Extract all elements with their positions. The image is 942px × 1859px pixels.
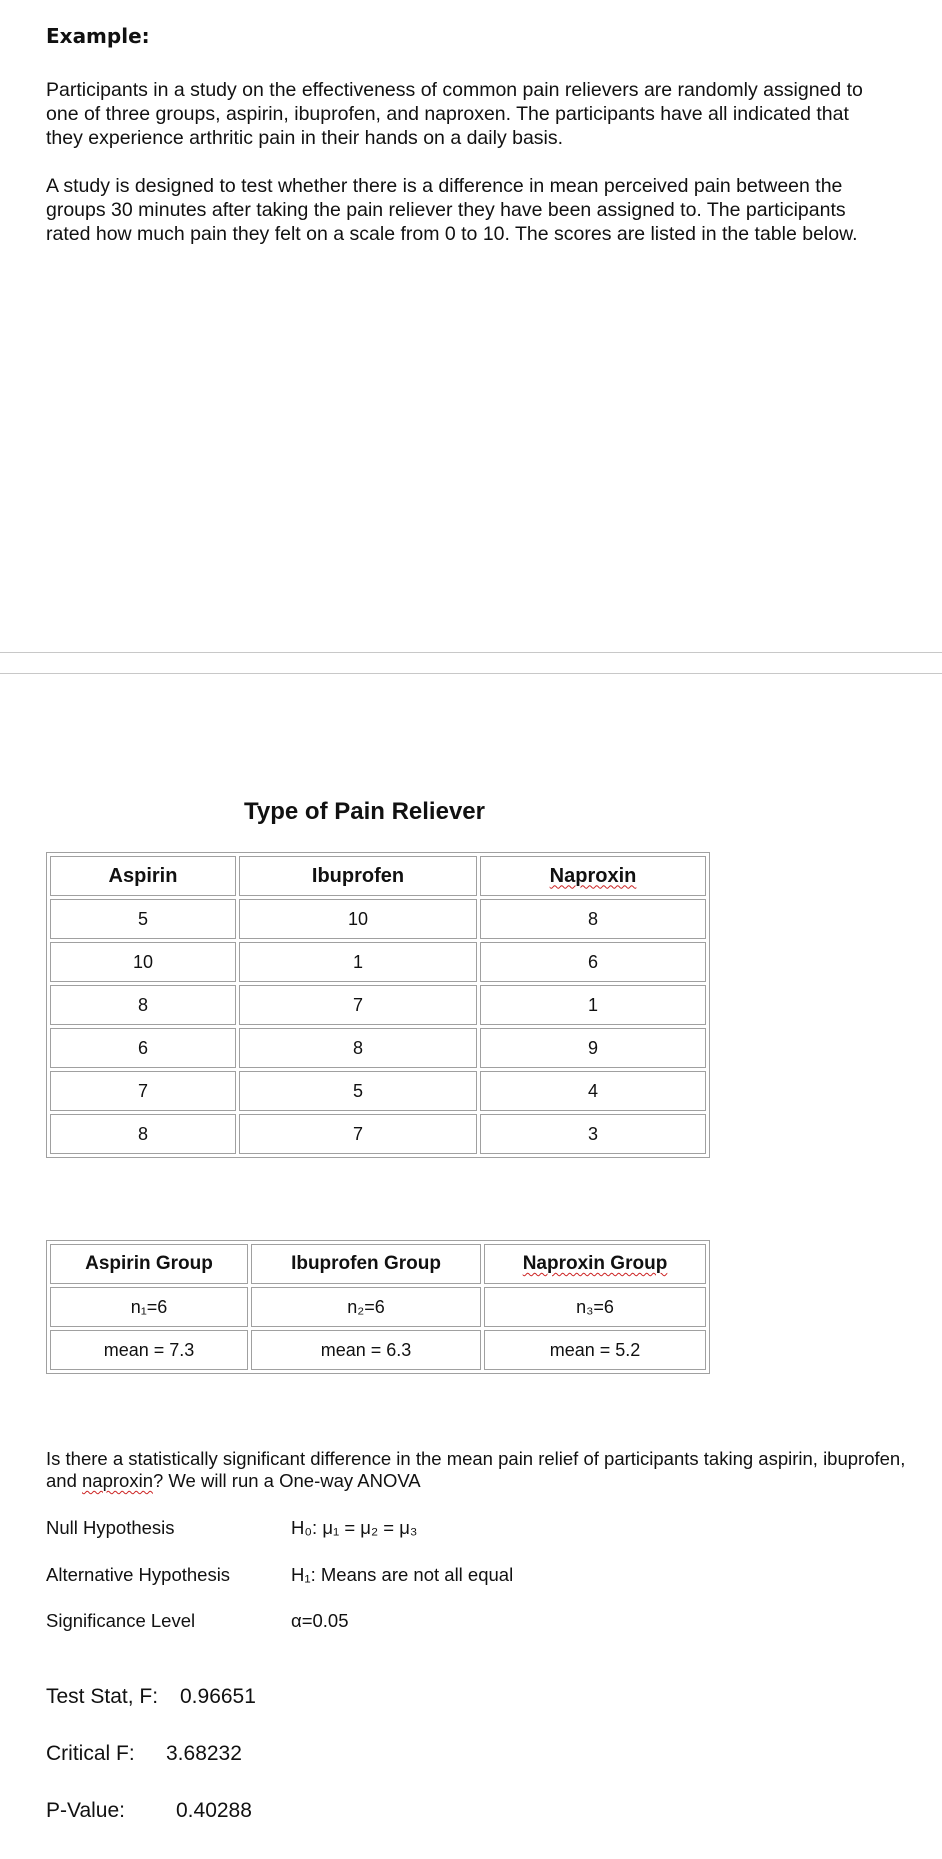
table-cell: 5 [239,1071,477,1111]
group-summary-table [46,1240,710,1374]
sample-size-row [50,1287,706,1327]
table-cell: 9 [480,1028,706,1068]
table-cell: n₂=6 [251,1287,481,1327]
table-cell: 6 [50,1028,236,1068]
study-design-paragraph: A study is designed to test whether there is a difference in mean perceived pain between the groups 30 minutes after taking the pain reliever they have been assigned to. The participants rated how much pain they felt on a scale from 0 to 10. The scores are listed in the table below. [46,175,858,245]
table-cell: 8 [239,1028,477,1068]
table-header-row [50,856,706,896]
mean-row [50,1330,706,1370]
p-value-label: P-Value: [46,1799,125,1822]
example-heading: Example: [46,24,150,48]
table-cell: 4 [480,1071,706,1111]
page-divider [0,652,942,653]
table-header-row [50,1244,706,1284]
alternative-hypothesis-label: Alternative Hypothesis [46,1564,231,1585]
table-cell: 3 [480,1114,706,1154]
null-hypothesis-label: Null Hypothesis [46,1517,175,1538]
flagged-word: naproxin [82,1470,153,1491]
column-header-naproxin-group [484,1244,706,1284]
column-header-ibuprofen-group: Ibuprofen Group [251,1244,481,1284]
column-header-aspirin-group: Aspirin Group [50,1244,248,1284]
table-cell: 8 [50,985,236,1025]
table-cell: 1 [480,985,706,1025]
anova-question [46,1448,916,1492]
table-row [50,899,706,939]
critical-f-value: 3.68232 [166,1742,242,1765]
table-cell: mean = 6.3 [251,1330,481,1370]
table-cell: n₁=6 [50,1287,248,1327]
table-cell: n₃=6 [484,1287,706,1327]
column-header-naproxin [480,856,706,896]
table-row [50,1028,706,1068]
table-cell: 8 [480,899,706,939]
table-cell: 10 [50,942,236,982]
table-cell: 7 [50,1071,236,1111]
table-title: Type of Pain Reliever [244,798,485,825]
table-cell: mean = 7.3 [50,1330,248,1370]
table-cell: 10 [239,899,477,939]
table-cell: 6 [480,942,706,982]
critical-f-label: Critical F: [46,1742,135,1765]
header-label: Naproxin Group [522,1253,668,1274]
test-stat-value: 0.96651 [180,1685,256,1708]
alternative-hypothesis-value: H₁: Means are not all equal [291,1564,514,1585]
significance-level-value: α=0.05 [291,1610,349,1631]
table-cell: 5 [50,899,236,939]
pain-scores-table [46,852,710,1158]
test-stat-label: Test Stat, F: [46,1685,159,1708]
intro-paragraph: Participants in a study on the effectiveness of common pain relievers are randomly assigned to one of three groups, aspirin, ibuprofen, and naproxen. The participants have all indicated that they experience arthritic pain in their hands on a daily basis. [46,79,863,149]
header-label: Naproxin [549,864,637,887]
table-cell: 7 [239,1114,477,1154]
column-header-ibuprofen: Ibuprofen [239,856,477,896]
table-row [50,1071,706,1111]
column-header-aspirin: Aspirin [50,856,236,896]
table-cell: 1 [239,942,477,982]
table-cell: 7 [239,985,477,1025]
table-row [50,985,706,1025]
page-divider [0,673,942,674]
table-cell: 8 [50,1114,236,1154]
p-value-value: 0.40288 [176,1799,252,1822]
question-text: Is there a statistically significant difference in the mean pain relief of participants taking aspirin, ibuprofen, and [46,1448,906,1491]
table-row [50,1114,706,1154]
table-row [50,942,706,982]
null-hypothesis-value: H₀: μ₁ = μ₂ = μ₃ [291,1517,418,1538]
table-cell: mean = 5.2 [484,1330,706,1370]
question-text: ? We will run a One-way ANOVA [152,1470,421,1491]
significance-level-label: Significance Level [46,1610,196,1631]
